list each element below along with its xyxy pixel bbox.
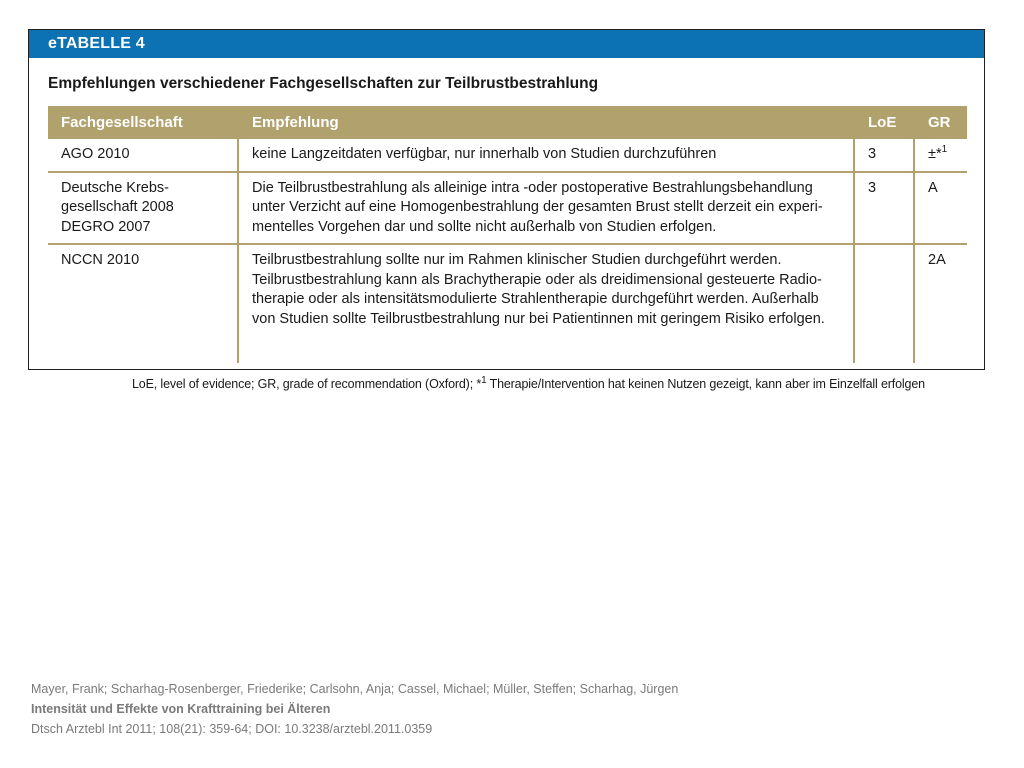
recommendations-table	[48, 106, 967, 363]
citation-source: Dtsch Arztebl Int 2011; 108(21): 359-64; DOI: 10.3238/arztebl.2011.0359	[31, 722, 433, 736]
table-header-row	[48, 106, 967, 139]
table-title: Empfehlungen verschiedener Fachgesellschaften zur Teilbrustbestrahlung	[48, 75, 599, 92]
citation-title: Intensität und Effekte von Krafttraining bei Älteren	[31, 702, 331, 716]
recommendation-cell: Die Teilbrustbestrahlung als alleinige intra -oder postoperative Bestrahlungsbehandlung unter Verzicht auf eine Homogenbestrahlung der gesamten Brust stellt derzeit ein experi- mentelles Vorgehen dar und sollte nicht außerhalb von Studien erfolgen.	[238, 172, 854, 245]
gr-footnote-marker: 1	[941, 144, 948, 156]
society-cell: Deutsche Krebs- gesellschaft 2008 DEGRO 2007	[48, 172, 238, 245]
gr-value: ±*	[928, 146, 942, 162]
header-recommendation: Empfehlung	[238, 106, 854, 139]
footnote-marker: 1	[481, 374, 487, 386]
loe-cell: 3	[854, 172, 914, 245]
loe-cell	[854, 244, 914, 363]
gr-cell	[914, 172, 967, 245]
header-society: Fachgesellschaft	[48, 106, 238, 139]
recommendation-cell: Teilbrustbestrahlung sollte nur im Rahmen klinischer Studien durchgeführt werden. Teilbrustbestrahlung kann als Brachytherapie oder als dreidimensional gesteuerte Radio- therapie oder als intensitätsmodulierte Strahlentherapie durchgeführt werden. Außerhalb von Studien sollte Teilbrustbestrahlung nur bei Patientinnen mit geringem Risiko erfolgen.	[238, 244, 854, 363]
table-frame	[28, 29, 985, 370]
gr-cell	[914, 244, 967, 363]
gr-cell	[914, 139, 967, 172]
citation	[31, 679, 678, 739]
citation-authors: Mayer, Frank; Scharhag-Rosenberger, Friederike; Carlsohn, Anja; Cassel, Michael; Müller, Steffen; Scharhag, Jürgen	[31, 682, 679, 696]
society-cell: NCCN 2010	[61, 252, 140, 268]
table-row	[48, 172, 967, 245]
header-loe: LoE	[854, 106, 914, 139]
footnote-text-after: Therapie/Intervention hat keinen Nutzen gezeigt, kann aber im Einzelfall erfolgen	[486, 377, 925, 391]
recommendation-cell: keine Langzeitdaten verfügbar, nur innerhalb von Studien durchzuführen	[238, 139, 854, 172]
header-gr: GR	[914, 106, 967, 139]
table-row	[48, 139, 967, 172]
table-row	[48, 244, 967, 363]
footnote-text-before: LoE, level of evidence; GR, grade of recommendation (Oxford); *	[132, 377, 482, 391]
society-cell: AGO 2010	[48, 139, 238, 172]
loe-cell: 3	[854, 139, 914, 172]
table-footnote	[132, 374, 925, 391]
table-banner: eTABELLE 4	[29, 30, 984, 58]
gr-value: 2A	[928, 252, 946, 268]
gr-value: A	[928, 179, 938, 196]
